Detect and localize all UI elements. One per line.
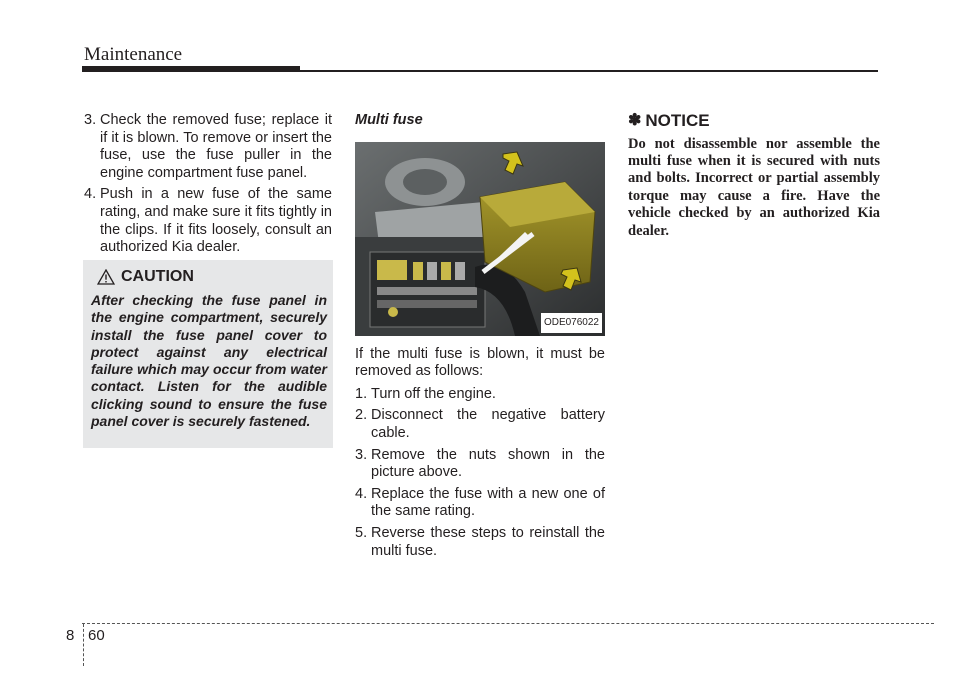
step-text: Disconnect the negative battery cable. [371, 407, 605, 441]
engine-compartment-photo [355, 142, 605, 336]
step-text: Reverse these steps to reinstall the multi fuse. [371, 524, 605, 559]
header-rule-thin [300, 70, 878, 72]
engine-photo-illustration [355, 142, 605, 336]
caution-title: CAUTION [121, 268, 194, 285]
multi-fuse-step-4 [355, 486, 605, 521]
multi-fuse-step-2 [355, 407, 605, 442]
multi-fuse-step-3 [355, 447, 605, 482]
chapter-number: 8 [66, 627, 75, 644]
multi-fuse-step-1 [355, 386, 605, 404]
step-number: 4. [84, 186, 97, 203]
step-number: 1. [355, 385, 368, 402]
warning-triangle-icon [97, 269, 115, 285]
multi-fuse-intro: If the multi fuse is blown, it must be removed as follows: [355, 345, 605, 380]
multi-fuse-step-5 [355, 525, 605, 560]
page-header-title: Maintenance [84, 44, 183, 65]
step-text: Turn off the engine. [371, 385, 496, 402]
step-number: 4. [355, 485, 368, 502]
step-4 [84, 186, 332, 256]
step-number: 3. [355, 446, 368, 463]
page-number: 60 [88, 627, 105, 644]
section-title-multi-fuse: Multi fuse [355, 112, 423, 128]
notice-asterisk-icon: ✽ [628, 112, 642, 129]
step-3 [84, 112, 332, 182]
footer-divider [83, 624, 84, 666]
notice-header [628, 112, 880, 130]
caution-body: After checking the fuse panel in the engine compartment, securely install the fuse panel cover to protect against any electrical failure which may occur from water contact. Listen for the audible clicking sound to ensure the fuse panel cover is securely fastened. [91, 292, 327, 430]
left-column [84, 112, 332, 261]
caution-header [97, 268, 194, 286]
notice-title: NOTICE [645, 111, 710, 130]
step-number: 5. [355, 524, 368, 541]
step-text: Push in a new fuse of the same rating, and make sure it fits tightly in the clips. If it fits loosely, consult an authorized Kia dealer. [100, 186, 332, 256]
step-text: Replace the fuse with a new one of the same rating. [371, 485, 605, 520]
middle-column [355, 112, 605, 564]
right-column [628, 112, 880, 240]
header-rule-thick [82, 66, 300, 72]
image-code-label: ODE076022 [541, 313, 602, 333]
step-number: 2. [355, 407, 368, 424]
notice-body: Do not disassemble nor assemble the multi fuse when it is secured with nuts and bolts. Incorrect or partial assembly torque may cause a fire. Have the vehicle checked by an authorized Kia dealer. [628, 135, 880, 239]
step-text: Check the removed fuse; replace it if it is blown. To remove or insert the fuse, use the fuse puller in the engine compartment fuse panel. [100, 112, 332, 181]
step-number: 3. [84, 112, 97, 128]
caution-box [83, 260, 333, 448]
footer-rule [82, 623, 934, 624]
step-text: Remove the nuts shown in the picture above. [371, 446, 605, 481]
